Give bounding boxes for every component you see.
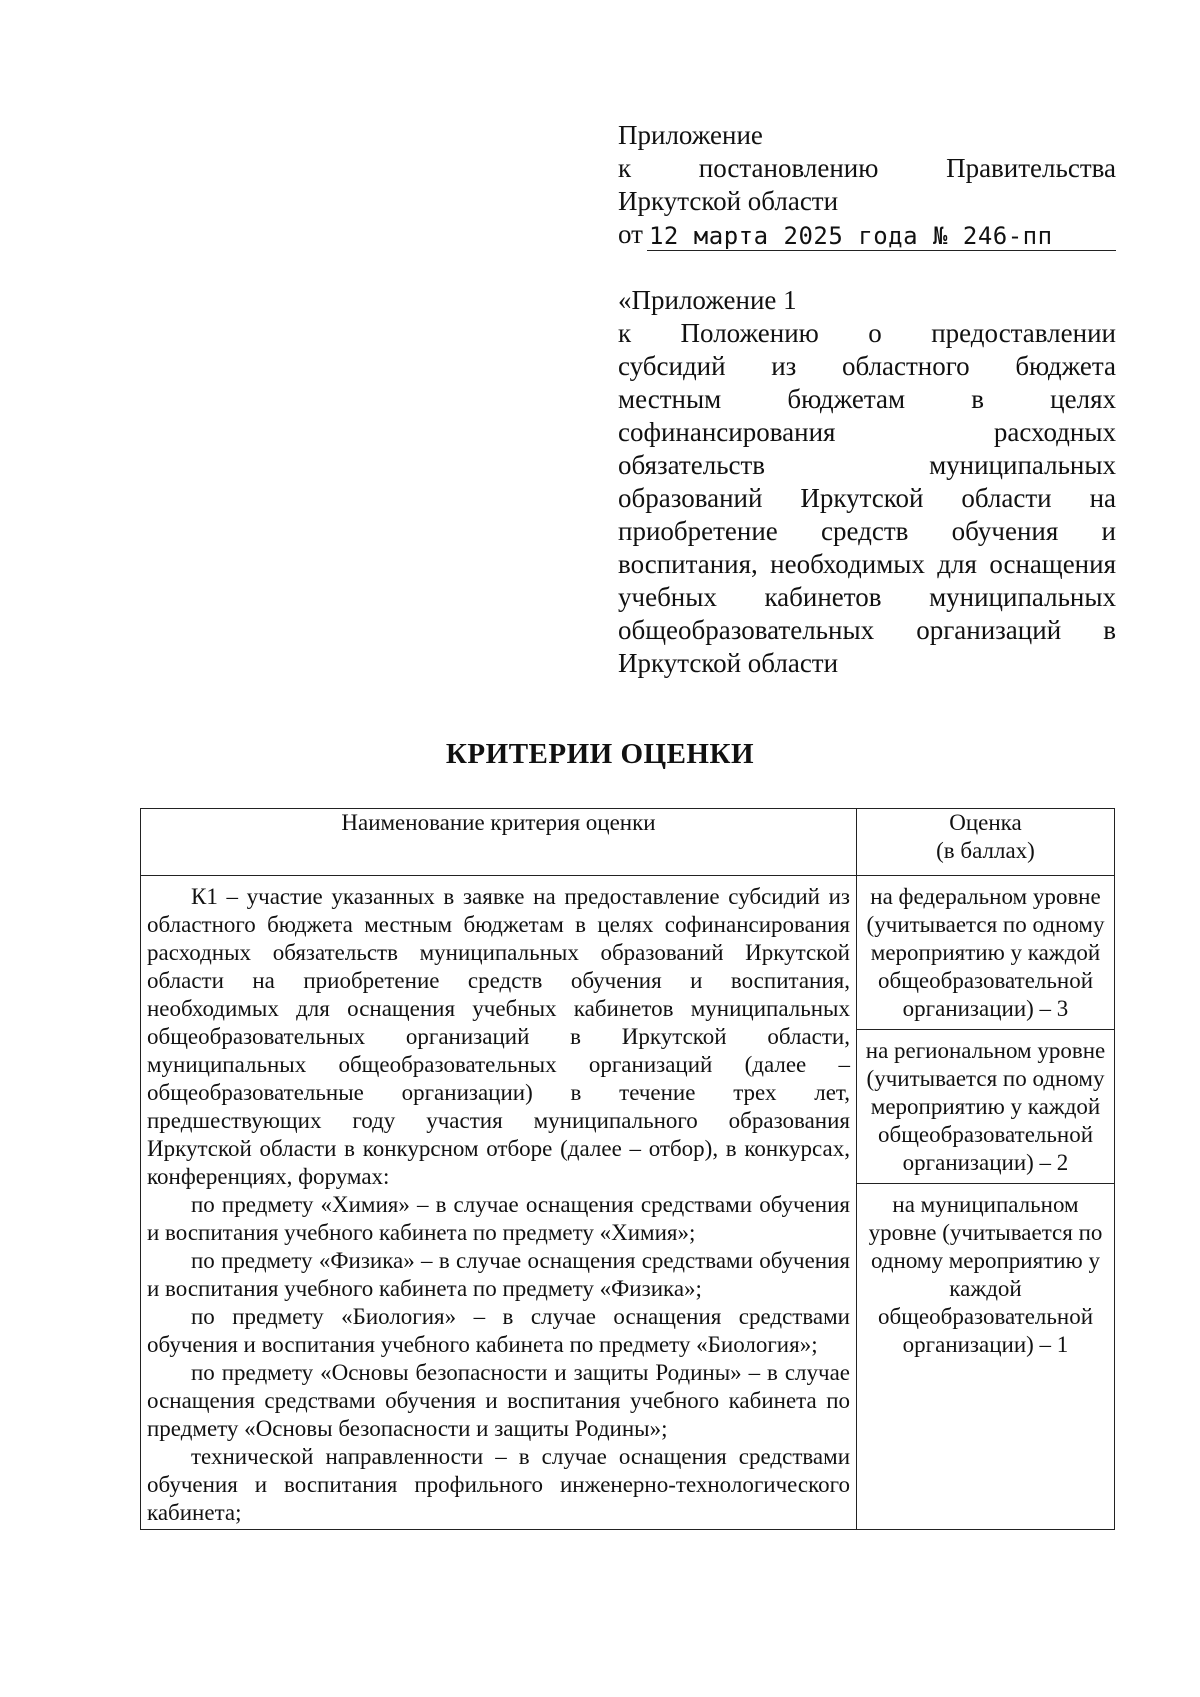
annex-region: Иркутской области [618,186,839,216]
annex-1-line: приобретение средств обучения и [618,516,1116,546]
table-row [141,876,1115,1530]
annex-1-line: общеобразовательных организаций в [618,615,1116,645]
score-federal: на федеральном уровне (учитывается по одному мероприятию у каждой общеобразовательной организации) – 3 [857,876,1114,1030]
date-prefix: от [618,219,643,249]
annex-1-line: Иркутской области [618,648,839,678]
header-score-line1: Оценка [949,810,1022,835]
annex-1-line: образований Иркутской области на [618,483,1116,513]
criterion-paragraph: по предмету «Химия» – в случае оснащения средствами обучения и воспитания учебного кабинета по предмету «Химия»; [147,1192,850,1245]
criteria-table [140,808,1115,1530]
annex-1-line: софинансирования расходных [618,417,1116,447]
resolution-date-number: 12 марта 2025 года № 246-пп [647,222,1116,251]
criterion-paragraph: по предмету «Физика» – в случае оснащения средствами обучения и воспитания учебного кабинета по предмету «Физика»; [147,1248,850,1301]
annex-date-line [618,218,1116,251]
score-regional: на региональном уровне (учитывается по одному мероприятию у каждой общеобразовательной организации) – 2 [857,1030,1114,1184]
annex-1-line: воспитания, необходимых для оснащения [618,549,1116,579]
annex-1-line: обязательств муниципальных [618,450,1116,480]
annex-1-line: «Приложение 1 [618,285,797,315]
header-score-line2: (в баллах) [936,838,1035,863]
annex-reference-block [618,119,1116,251]
criterion-paragraph: по предмету «Основы безопасности и защиты Родины» – в случае оснащения средствами обучения и воспитания учебного кабинета по предмету «Основы безопасности и защиты Родины»; [147,1360,850,1441]
annex-label: Приложение [618,120,763,150]
score-cell [857,876,1115,1530]
header-score [857,809,1115,876]
score-municipal: на муниципальном уровне (учитывается по одному мероприятию у каждой общеобразовательной организации) – 1 [868,1192,1103,1357]
table-header-row [141,809,1115,876]
annex-1-line: к Положению о предоставлении [618,318,1116,348]
annex-1-line: субсидий из областного бюджета [618,351,1116,381]
annex-1-reference-block [618,284,1116,680]
annex-1-line: местным бюджетам в целях [618,384,1116,414]
document-title: КРИТЕРИИ ОЦЕНКИ [445,738,755,770]
criterion-paragraph: К1 – участие указанных в заявке на предоставление субсидий из областного бюджета местным бюджетам в целях софинансирования расходных обязательств муниципальных образований Иркутской области на приобретение средств обучения и воспитания, необходимых для оснащения учебных кабинетов муниципальных общеобразовательных организаций в Иркутской области, муниципальных общеобразовательных организаций (далее – общеобразовательные организации) в течение трех лет, предшествующих году участия муниципального образования Иркутской области в конкурсном отборе (далее – отбор), в конкурсах, конференциях, форумах: [147,884,850,1189]
annex-1-line: учебных кабинетов муниципальных [618,582,1116,612]
criterion-paragraph: по предмету «Биология» – в случае оснащения средствами обучения и воспитания учебного кабинета по предмету «Биология»; [147,1304,850,1357]
annex-resolution-ref: к постановлению Правительства [618,153,1116,183]
criterion-k1-cell [141,876,857,1530]
header-criterion-name: Наименование критерия оценки [141,809,857,876]
criterion-paragraph: технической направленности – в случае оснащения средствами обучения и воспитания профильного инженерно-технологического кабинета; [147,1444,850,1525]
